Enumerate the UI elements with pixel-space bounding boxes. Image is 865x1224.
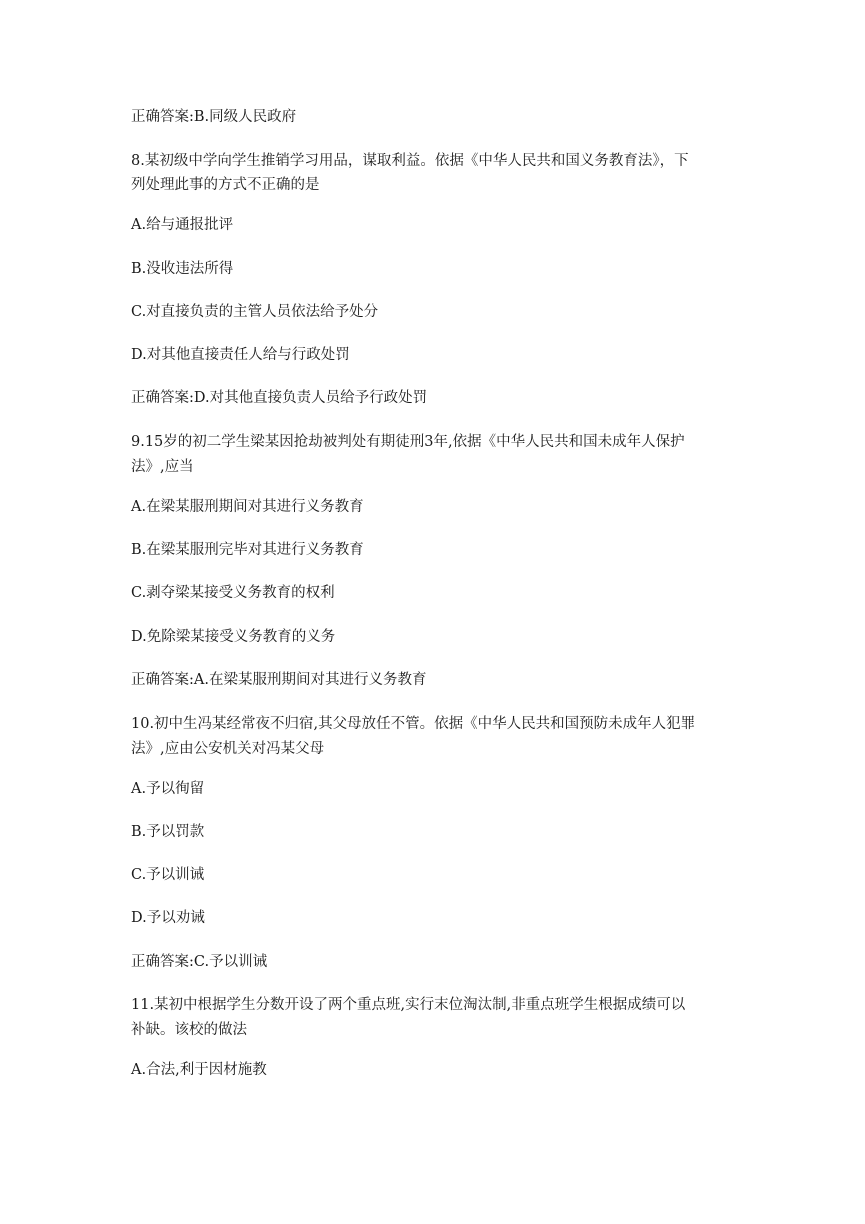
q9-option-c: C.剥夺梁某接受义务教育的权利 <box>131 585 335 601</box>
q10-option-a: A.予以徇留 <box>131 781 205 797</box>
q8-option-c: C.对直接负责的主管人员依法给予处分 <box>131 304 379 320</box>
q8-option-d: D.对其他直接责任人给与行政处罚 <box>131 347 350 363</box>
q11-stem-line1: 11.某初中根据学生分数开设了两个重点班,实行末位淘汰制,非重点班学生根据成绩可以 <box>131 997 686 1013</box>
answer-q9: 正确答案:A.在梁某服刑期间对其进行义务教育 <box>131 672 427 688</box>
answer-q7: 正确答案:B.同级人民政府 <box>131 109 297 125</box>
q9-stem-line1: 9.15岁的初二学生梁某因抢劫被判处有期徒刑3年,依据《中华人民共和国未成年人保护 <box>131 434 685 450</box>
q9-option-d: D.免除梁某接受义务教育的义务 <box>131 629 336 645</box>
q9-option-a: A.在梁某服刑期间对其进行义务教育 <box>131 499 364 515</box>
answer-q10: 正确答案:C.予以训诫 <box>131 954 268 970</box>
q11-option-a: A.合法,利于因材施教 <box>131 1062 267 1078</box>
q10-option-b: B.予以罚款 <box>131 824 205 840</box>
q9-stem-line2: 法》,应当 <box>131 459 194 475</box>
q8-stem-line1: 8.某初级中学向学生推销学习用品，谋取利益。依据《中华人民共和国义务教育法》，下 <box>131 153 689 169</box>
q10-option-d: D.予以劝诫 <box>131 910 205 926</box>
q10-stem-line2: 法》,应由公安机关对冯某父母 <box>131 741 325 757</box>
q10-option-c: C.予以训诫 <box>131 867 205 883</box>
q11-stem-line2: 补缺。该校的做法 <box>131 1022 247 1038</box>
q8-stem-line2: 列处理此事的方式不正确的是 <box>131 177 320 193</box>
q8-option-a: A.给与通报批评 <box>131 217 234 233</box>
answer-q8: 正确答案:D.对其他直接负责人员给予行政处罚 <box>131 390 428 406</box>
q10-stem-line1: 10.初中生冯某经常夜不归宿,其父母放任不管。依据《中华人民共和国预防未成年人犯罪 <box>131 716 696 732</box>
q8-option-b: B.没收违法所得 <box>131 261 234 277</box>
q9-option-b: B.在梁某服刑完毕对其进行义务教育 <box>131 542 364 558</box>
